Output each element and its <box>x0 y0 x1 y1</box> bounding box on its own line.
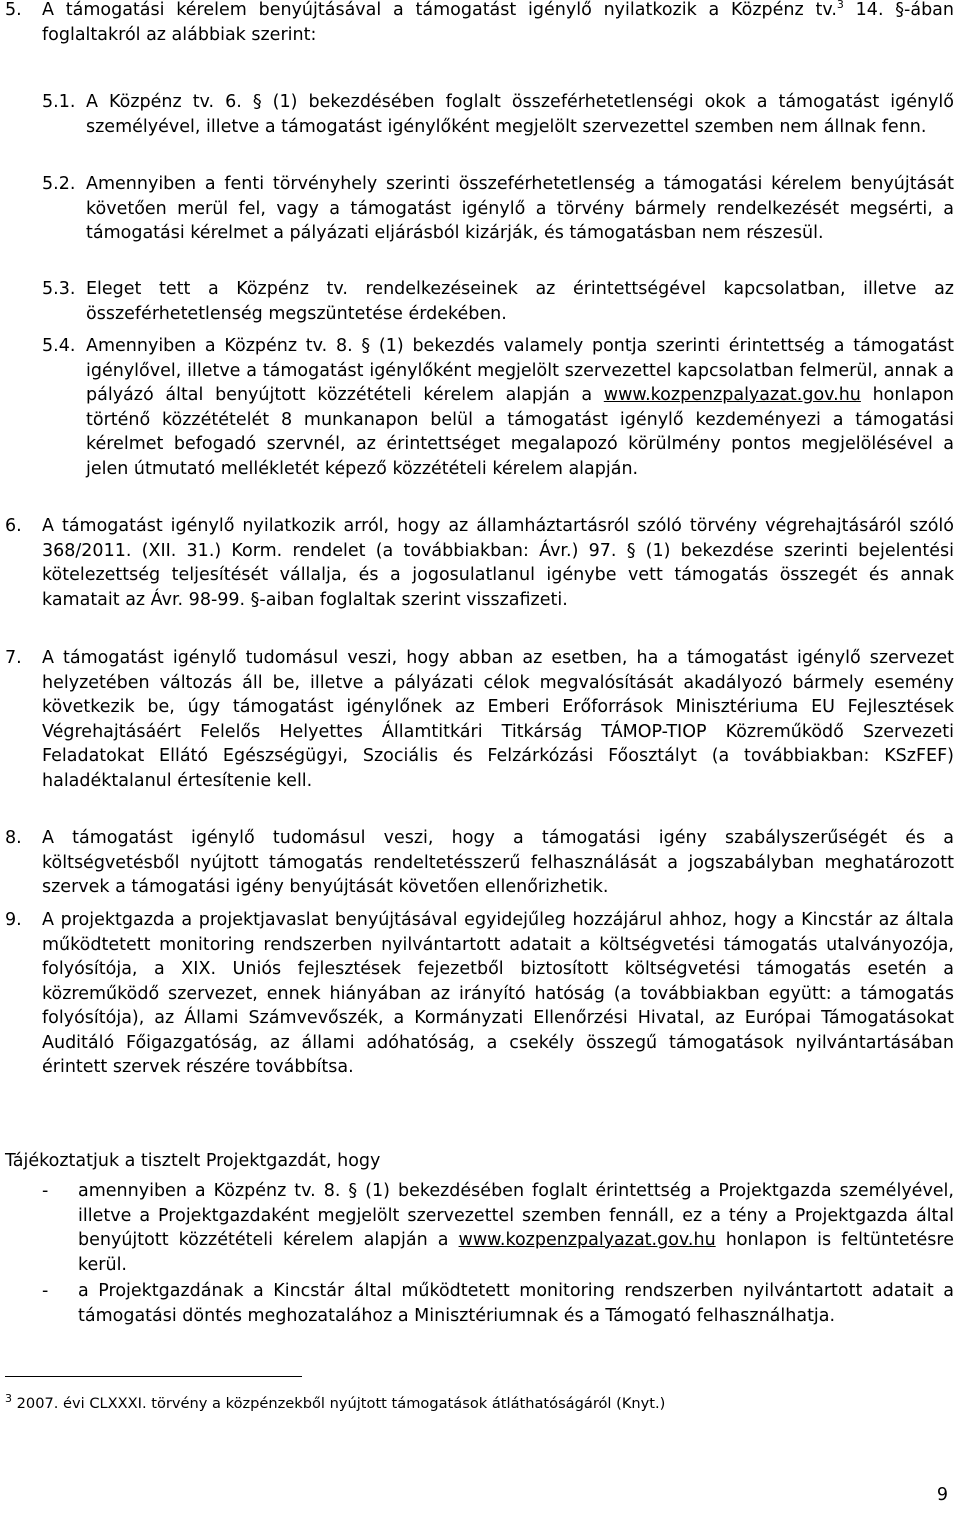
item-text: A támogatást igénylő tudomásul veszi, hogy a támogatási igény szabályszerűségét és a költségvetésből nyújtott támogatás rendeltetésszerű felhasználását a jogszabályban meghatározott szervek a támogatási igény benyújtását követően ellenőrizhetik. <box>42 828 954 897</box>
subitem-5-1 <box>42 90 954 139</box>
footnote-text: 2007. évi CLXXXI. törvény a közpénzekből nyújtott támogatások átláthatóságáról (Knyt.) <box>12 1395 666 1412</box>
subitem-5-3 <box>42 277 954 326</box>
subitem-5-4 <box>42 334 954 481</box>
list-item-6 <box>5 514 954 612</box>
subitem-text: A Közpénz tv. 6. § (1) bekezdésében foglalt összeférhetetlenségi okok a támogatást igénylő személyével, illetve a támogatást igénylőként megjelölt szervezettel szemben nem állnak fenn. <box>86 92 954 137</box>
kozpenzpalyazat-link[interactable]: www.kozpenzpalyazat.gov.hu <box>458 1230 716 1250</box>
subitem-text: Amennyiben a Közpénz tv. 8. § (1) bekezdés valamely pontja szerinti érintettség a támogatást igénylővel, illetve a támogatást igénylőként megjelölt szervezettel kapcsolatban felmerül, annak a pályázó által benyújtott közzétételi kérelem alapján a www.kozpenzpalyazat.gov.hu honlapon történő közzétételét 8 munkanapon belül a támogatást igénylő kezdeményezi a támogatási kérelmet befogadó szervnél, az érintettséget megalapozó körülmény pontos megjelölésével a jelen útmutató mellékletét képező közzétételi kérelem alapján. <box>86 336 954 479</box>
footnote-reference: 3 <box>836 0 844 12</box>
bullet-dash: - <box>42 1281 49 1301</box>
item-text: A támogatást igénylő nyilatkozik arról, hogy az államháztartásról szóló törvény végrehajtásáról szóló 368/2011. (XII. 31.) Korm. rendelet (a továbbiakban: Ávr.) 97. § (1) bekezdése szerinti bejelentési kötelezettség teljesítését vállalja, és a jogosulatlanul igénybe vett támogatás összegét és annak kamatait az Ávr. 98-99. §-aiban foglaltak szerint visszafizeti. <box>42 516 954 610</box>
info-heading: Tájékoztatjuk a tisztelt Projektgazdát, hogy <box>5 1151 381 1171</box>
info-bullet-2 <box>42 1279 954 1328</box>
item-text: A támogatási kérelem benyújtásával a támogatást igénylő nyilatkozik a Közpénz tv.$^3$ 14. §-ában foglaltakról az alábbiak szerint: <box>42 0 954 45</box>
subitem-number: 5.2. <box>42 174 76 194</box>
subitem-number: 5.4. <box>42 336 76 356</box>
item-number: 9. <box>5 910 22 930</box>
footnote-marker: 3 <box>5 1392 12 1406</box>
subitem-number: 5.1. <box>42 92 76 112</box>
bullet-text: a Projektgazdának a Kincstár által működtetett monitoring rendszerben nyilvántartott adatait a támogatási döntés meghozatalához a Minisztériumnak és a Támogató felhasználhatja. <box>78 1281 954 1326</box>
list-item-8 <box>5 826 954 900</box>
item-text: A projektgazda a projektjavaslat benyújtásával egyidejűleg hozzájárul ahhoz, hogy a Kincstár az általa működtetett monitoring rendszerben nyilvántartott adatait a költségvetési támogatás utalványozója, folyósítója, a XIX. Uniós fejlesztések fejezetből biztosított költségvetési támogatás esetén a közreműködő szervezet, ennek hiányában az irányító hatóság (a továbbiakban együtt: a támogatás folyósítója), az Állami Számvevőszék, a Kormányzati Ellenőrzési Hivatal, az Európai Támogatásokat Auditáló Főigazgatóság, az állami adóhatóság, a csekély összegű támogatások nyilvántartásában érintett szervek részére továbbítsa. <box>42 910 954 1077</box>
list-item-5 <box>5 0 954 47</box>
item-number: 7. <box>5 648 22 668</box>
bullet-text: amennyiben a Közpénz tv. 8. § (1) bekezdésében foglalt érintettség a Projektgazda személyével, illetve a Projektgazdaként megjelölt szervezettel szemben fennáll, ez a tény a Projektgazda által benyújtott közzétételi kérelem alapján a www.kozpenzpalyazat.gov.hu honlapon is feltüntetésre kerül. <box>78 1181 954 1275</box>
page-number: 9 <box>936 1485 948 1505</box>
list-item-9 <box>5 908 954 1080</box>
item-number: 8. <box>5 828 22 848</box>
subitem-number: 5.3. <box>42 279 76 299</box>
list-item-7 <box>5 646 954 793</box>
subitem-text: Eleget tett a Közpénz tv. rendelkezéseinek az érintettségével kapcsolatban, illetve az összeférhetetlenség megszüntetése érdekében. <box>86 279 954 324</box>
item-number: 5. <box>5 0 22 20</box>
kozpenzpalyazat-link[interactable]: www.kozpenzpalyazat.gov.hu <box>603 385 861 405</box>
item-text: A támogatást igénylő tudomásul veszi, hogy abban az esetben, ha a támogatást igénylő szervezet helyzetében változás áll be, illetve a pályázati célok megvalósítását akadályozó bármely esemény következik be, úgy támogatást igénylőnek az Emberi Erőforrások Minisztériuma EU Fejlesztések Végrehajtásáért Felelős Helyettes Államtitkári Titkárság TÁMOP-TIOP Közreműködő Szervezeti Feladatokat Ellátó Egészségügyi, Szociális és Felzárkózási Főosztályt (a továbbiakban: KSzFEF) haladéktalanul értesítenie kell. <box>42 648 954 791</box>
footnote-separator <box>5 1376 302 1377</box>
subitem-text: Amennyiben a fenti törvényhely szerinti összeférhetetlenség a támogatási kérelem benyújtását követően merül fel, vagy a támogatást igénylő a törvény bármely rendelkezését megsérti, a támogatási kérelmet a pályázati eljárásból kizárják, és támogatásban nem részesül. <box>86 174 954 243</box>
subitem-5-2 <box>42 172 954 246</box>
bullet-dash: - <box>42 1181 49 1201</box>
item-number: 6. <box>5 516 22 536</box>
info-bullet-1 <box>42 1179 954 1277</box>
footnote <box>5 1394 665 1414</box>
